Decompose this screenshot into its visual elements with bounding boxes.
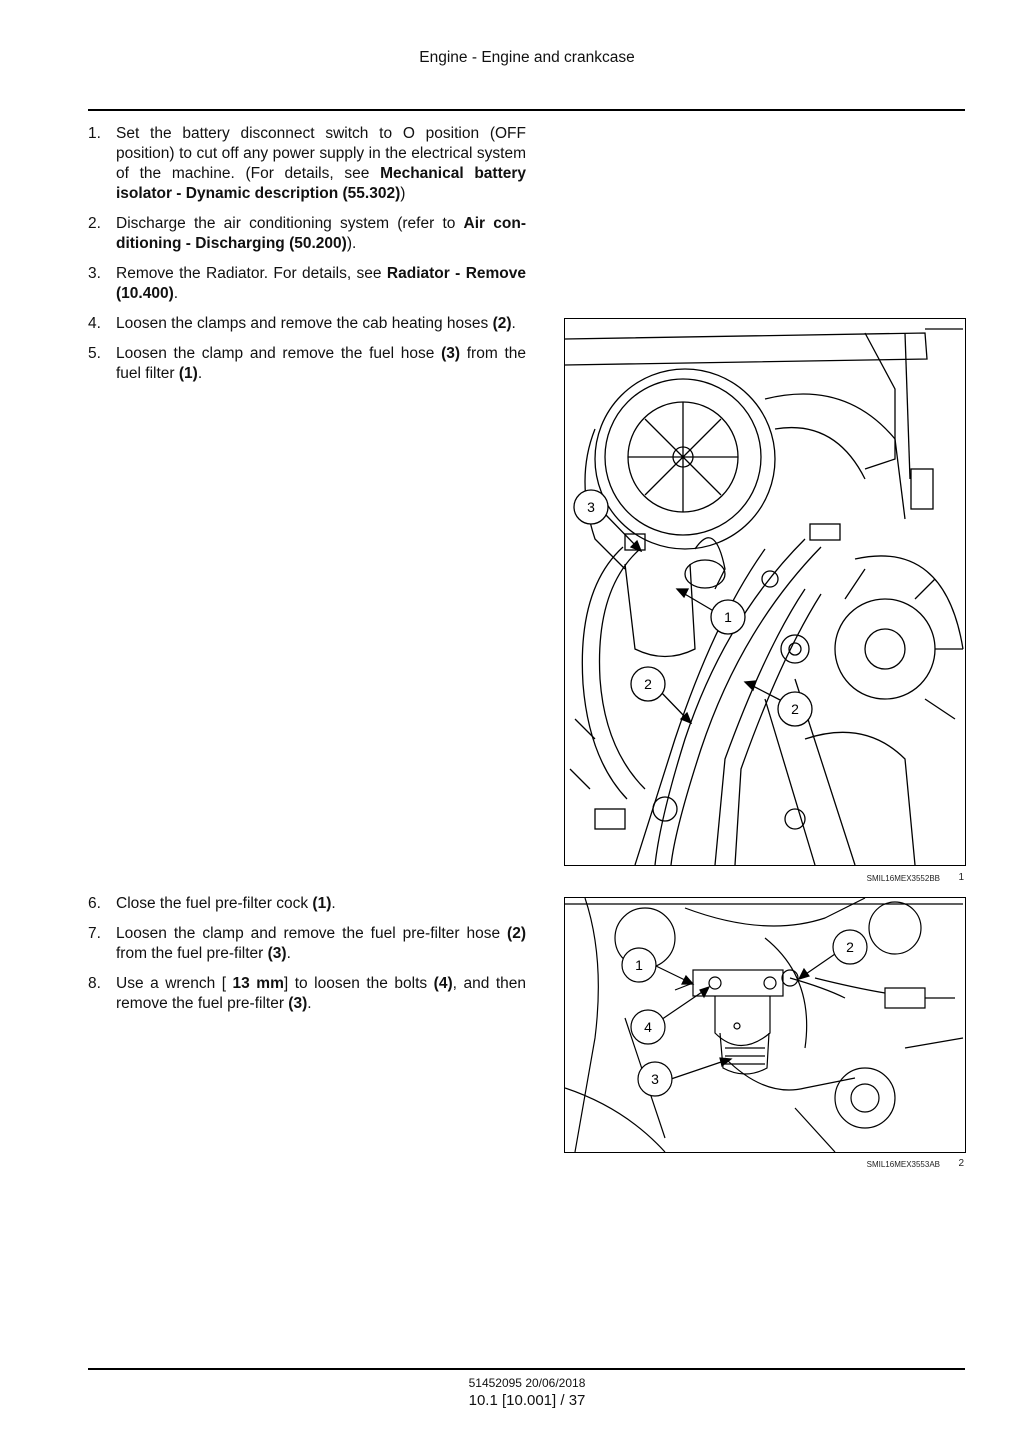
figure-code: SMIL16MEX3553AB	[866, 1160, 940, 1169]
step-reference: Radiator - Remove (10.400)	[116, 265, 526, 302]
step-number: 4.	[88, 315, 101, 332]
step-text: ] to loosen the bolts	[283, 975, 434, 992]
step-reference: (2)	[507, 925, 526, 942]
step-reference: 13 mm	[232, 975, 284, 992]
procedure-step	[88, 894, 526, 914]
step-text: Discharge the air conditioning system (refer to	[116, 215, 464, 232]
step-text: Loosen the clamp and remove the fuel pre-filter hose	[116, 925, 508, 942]
page-header-title: Engine - Engine and crankcase	[419, 49, 635, 66]
step-reference: (3)	[441, 345, 461, 362]
step-text: Remove the Radiator. For details, see	[116, 265, 387, 282]
step-reference: Air conditioning - Discharging (50.200)	[116, 215, 526, 252]
footer-document-id: 51452095 20/06/2018	[468, 1376, 586, 1390]
procedure-step	[88, 344, 526, 384]
step-reference: Mechanical battery isolator - Dynamic description (55.302)	[116, 165, 527, 202]
figure-2-illustration	[565, 898, 965, 1152]
step-text: .	[286, 945, 291, 962]
step-number: 1.	[88, 125, 101, 142]
step-text: )	[400, 185, 406, 202]
step-text: Set the battery disconnect switch to O position (OFF position) to cut off any power supply in the electrical system of the machine. (For details, see	[116, 125, 526, 182]
step-text: .	[331, 895, 336, 912]
step-text: ).	[346, 235, 357, 252]
step-text: .	[511, 315, 516, 332]
procedure-step	[88, 314, 526, 334]
step-text: .	[197, 365, 203, 382]
step-number: 6.	[88, 895, 101, 912]
procedure-step	[88, 214, 526, 254]
step-text: Close the fuel pre-filter cock	[116, 895, 313, 912]
figure-engine-hoses	[564, 318, 966, 866]
step-reference: (4)	[433, 975, 453, 992]
figure-1-illustration	[565, 319, 965, 865]
step-text: .	[173, 285, 179, 302]
figure-2-callouts	[622, 930, 867, 1096]
step-text: , and then remove the fuel pre-filter	[116, 975, 526, 1012]
step-reference: (2)	[492, 315, 512, 332]
figure-fuel-prefilter	[564, 897, 966, 1153]
step-reference: (3)	[267, 945, 287, 962]
callout-label: 2	[846, 939, 854, 955]
figure-index: 2	[958, 1158, 964, 1169]
step-number: 2.	[88, 215, 101, 232]
figure-index: 1	[958, 872, 964, 883]
callout-label: 2	[644, 676, 652, 692]
procedure-step	[88, 124, 526, 204]
step-text: Loosen the clamp and remove the fuel hose	[116, 345, 442, 362]
procedure-steps-2	[88, 894, 526, 1024]
step-text: Use a wrench [	[116, 975, 233, 992]
step-reference: (3)	[288, 995, 308, 1012]
step-number: 7.	[88, 925, 101, 942]
header-rule	[88, 109, 965, 111]
procedure-step	[88, 264, 526, 304]
procedure-step	[88, 924, 526, 964]
callout-label: 3	[651, 1071, 659, 1087]
procedure-step	[88, 974, 526, 1014]
step-number: 8.	[88, 975, 101, 992]
callout-label: 2	[791, 701, 799, 717]
figure-code: SMIL16MEX3552BB	[866, 874, 940, 883]
footer-page-number: 10.1 [10.001] / 37	[468, 1392, 586, 1409]
step-text: .	[307, 995, 312, 1012]
step-number: 5.	[88, 345, 101, 362]
step-reference: (1)	[178, 365, 198, 382]
callout-label: 3	[587, 499, 595, 515]
step-number: 3.	[88, 265, 101, 282]
step-text: from the fuel pre-filter	[116, 945, 268, 962]
step-text: from the fuel filter	[116, 345, 526, 382]
procedure-steps-1	[88, 124, 526, 394]
callout-label: 1	[635, 957, 643, 973]
step-reference: (1)	[312, 895, 332, 912]
callout-label: 1	[724, 609, 732, 625]
callout-label: 4	[644, 1019, 652, 1035]
footer-rule	[88, 1368, 965, 1370]
step-text: Loosen the clamps and remove the cab heating hoses	[116, 315, 493, 332]
